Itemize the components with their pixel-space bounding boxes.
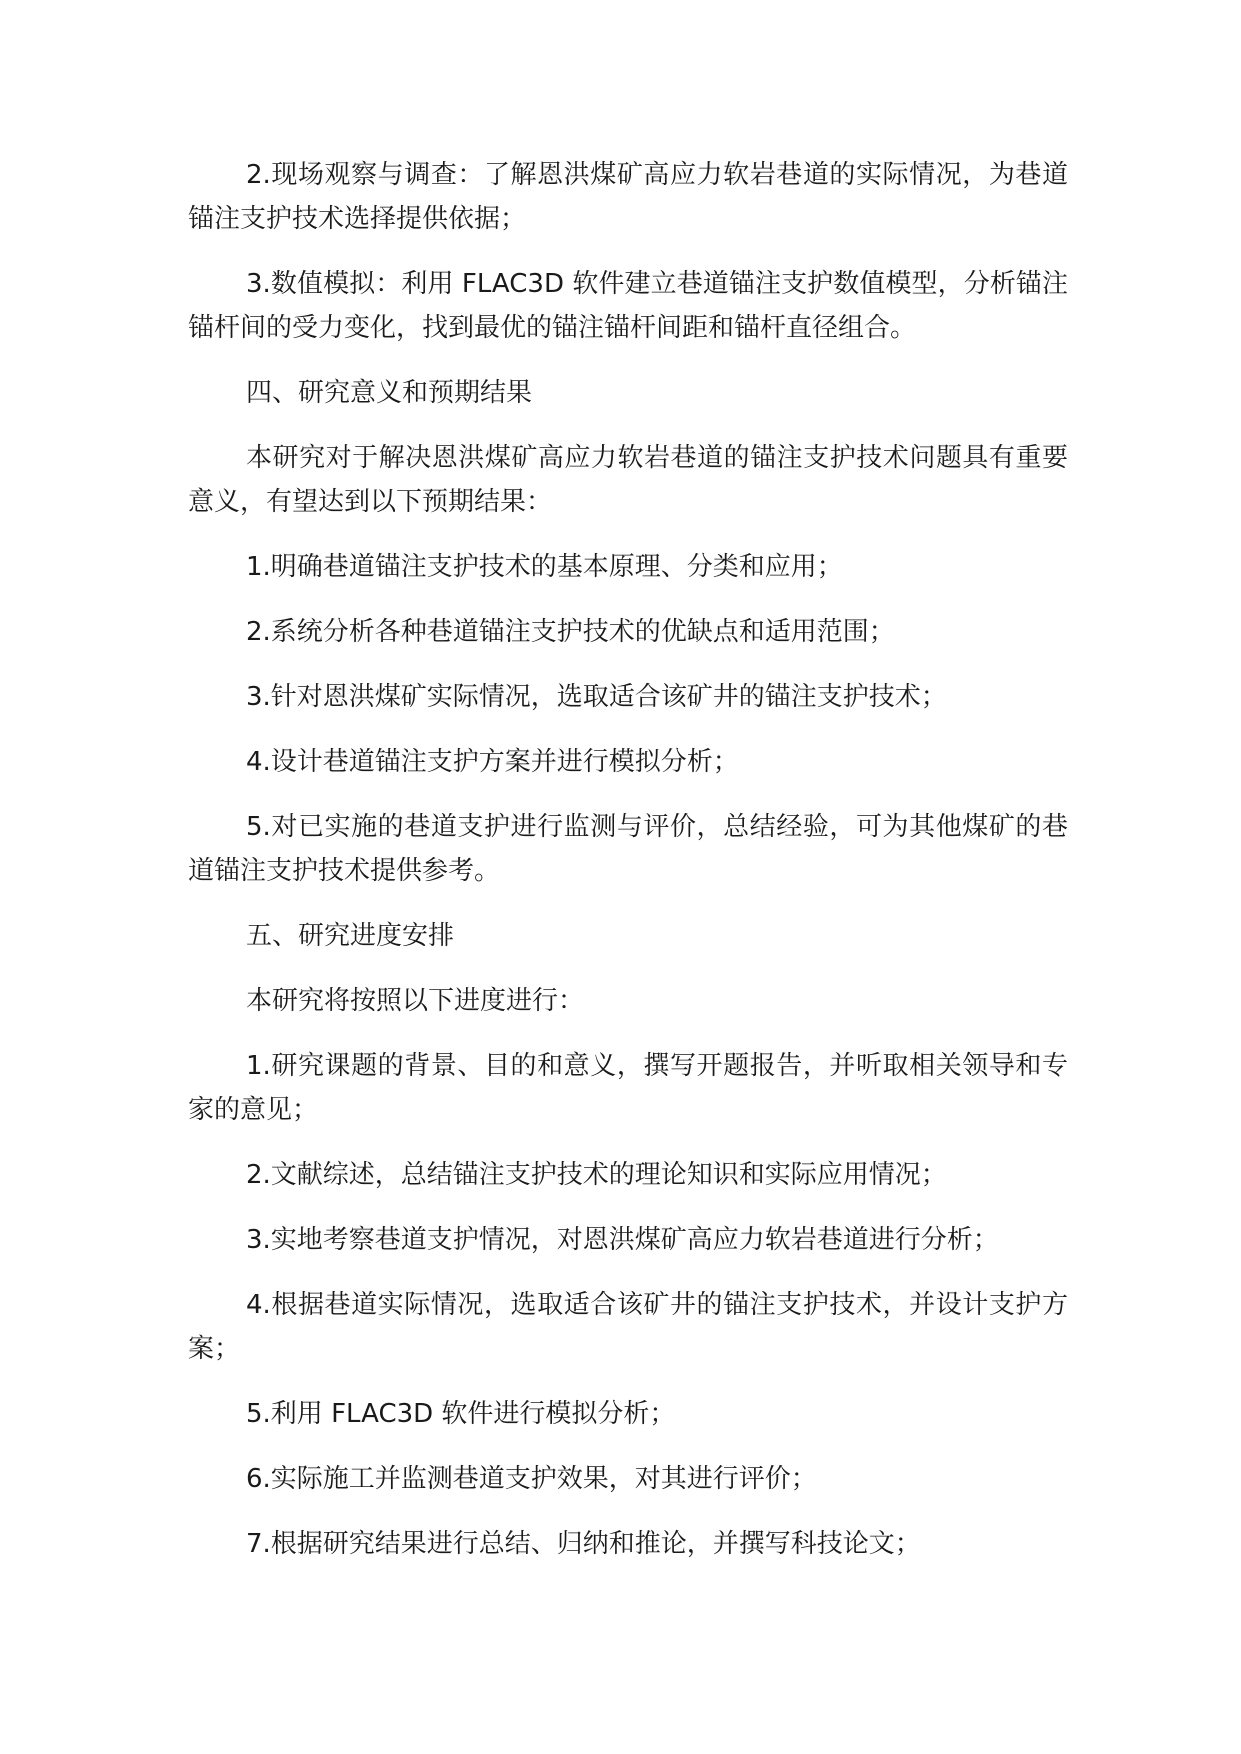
list-item-schedule-4: 4.根据巷道实际情况，选取适合该矿井的锚注支护技术，并设计支护方案； <box>188 1290 1068 1364</box>
list-item-expected-5: 5.对已实施的巷道支护进行监测与评价，总结经验，可为其他煤矿的巷道锚注支护技术提供参考。 <box>188 812 1068 886</box>
paragraph-field-survey: 2.现场观察与调查：了解恩洪煤矿高应力软岩巷道的实际情况，为巷道锚注支护技术选择提供依据； <box>188 160 1068 234</box>
list-item-schedule-2: 2.文献综述，总结锚注支护技术的理论知识和实际应用情况； <box>246 1160 947 1190</box>
list-item-schedule-1: 1.研究课题的背景、目的和意义，撰写开题报告，并听取相关领导和专家的意见； <box>188 1051 1068 1125</box>
list-item-expected-2: 2.系统分析各种巷道锚注支护技术的优缺点和适用范围； <box>246 617 895 647</box>
paragraph-schedule-intro: 本研究将按照以下进度进行： <box>246 986 585 1016</box>
paragraph-numerical-simulation: 3.数值模拟：利用 FLAC3D 软件建立巷道锚注支护数值模型，分析锚注锚杆间的受力变化，找到最优的锚注锚杆间距和锚杆直径组合。 <box>188 269 1068 343</box>
list-item-expected-1: 1.明确巷道锚注支护技术的基本原理、分类和应用； <box>246 552 843 582</box>
list-item-schedule-7: 7.根据研究结果进行总结、归纳和推论，并撰写科技论文； <box>246 1529 921 1559</box>
list-item-schedule-6: 6.实际施工并监测巷道支护效果，对其进行评价； <box>246 1464 817 1494</box>
list-item-expected-4: 4.设计巷道锚注支护方案并进行模拟分析； <box>246 747 739 777</box>
list-item-expected-3: 3.针对恩洪煤矿实际情况，选取适合该矿井的锚注支护技术； <box>246 682 947 712</box>
document-body <box>188 153 1068 1587</box>
list-item-schedule-5: 5.利用 FLAC3D 软件进行模拟分析； <box>246 1399 676 1429</box>
section-heading-schedule: 五、研究进度安排 <box>246 921 455 951</box>
paragraph-significance-intro: 本研究对于解决恩洪煤矿高应力软岩巷道的锚注支护技术问题具有重要意义，有望达到以下预期结果： <box>188 443 1068 517</box>
section-heading-significance: 四、研究意义和预期结果 <box>246 378 533 408</box>
list-item-schedule-3: 3.实地考察巷道支护情况，对恩洪煤矿高应力软岩巷道进行分析； <box>246 1225 999 1255</box>
